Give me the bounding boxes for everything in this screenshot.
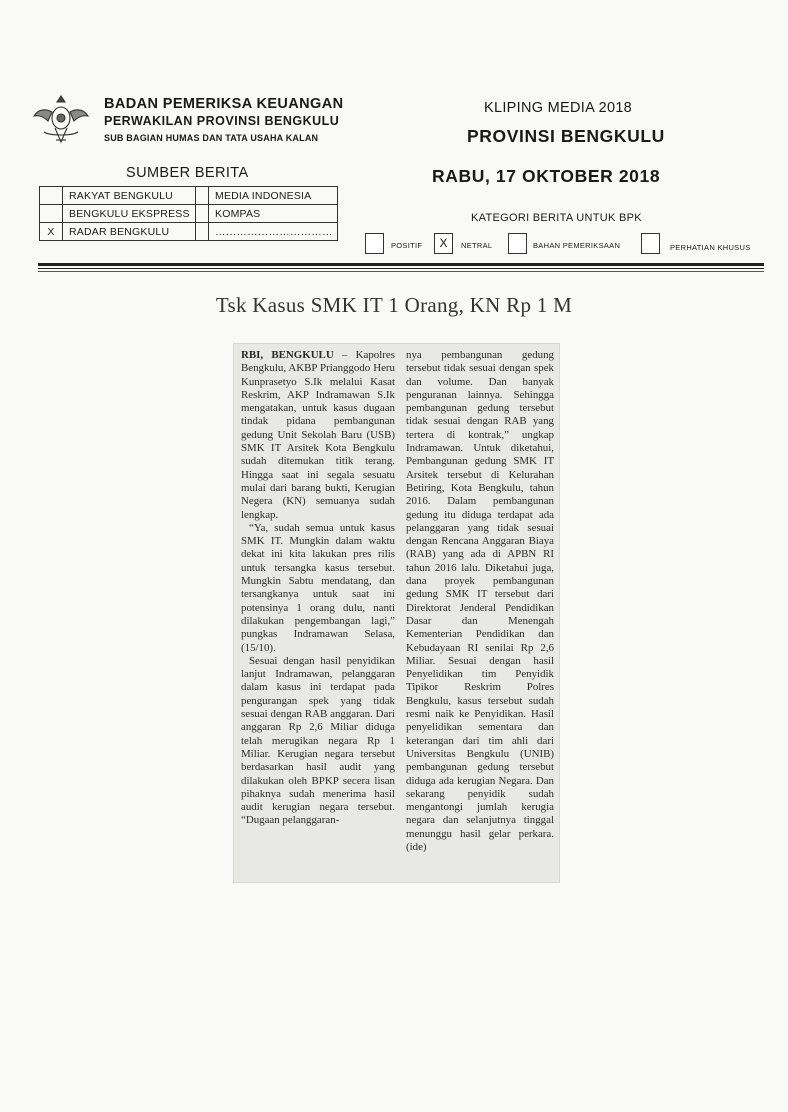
clipping-date: RABU, 17 OKTOBER 2018	[432, 166, 661, 186]
kategori-checkbox-positif	[365, 233, 384, 254]
kategori-label: POSITIF	[391, 241, 423, 250]
org-name: BADAN PEMERIKSA KEUANGAN	[104, 96, 344, 112]
article-paragraph: Sesuai dengan hasil penyidikan lanjut Indramawan, pelanggaran dalam kasus ini terdapat pada pengurangan spek yang tidak sesuai dengan RAB anggaran. Dari anggaran Rp 2,6 Miliar diduga telah merugikan negara Rp 1 Miliar. Kerugian negara tersebut berdasarkan hasil audit yang dilakukan oleh BPKP secera lisan pihaknya sudah menerima hasil audit kerugian negara tersebut. “Dugaan pelanggaran-	[241, 654, 395, 827]
source-mark	[40, 205, 63, 223]
article-paragraph: nya pembangunan gedung tersebut tidak sesuai dengan spek dan volume. Dan banyak penguranan lainnya. Sehingga pembangunan gedung tersebut tidak sesuai dengan RAB yang tertera di kontrak,” ungkap Indramawan. Untuk diketahui, Pembangunan gedung SMK IT Arsitek tersebut di Kelurahan Betiring, Kota Bengkulu, tahun 2016. Dalam pembangunan gedung itu diduga terdapat ada pelanggaran yang tidak sesuai dengan Rencana Anggaran Biaya (RAB) yang ada di APBN RI tahun 2016 lalu. Diketahui juga, dana proyek pembangunan gedung SMK IT tersebut dari Direktorat Jenderal Pendidikan Dasar dan Menengah Kementerian Pendidikan dan Kebudayaan RI senilai Rp 2,6 Miliar. Sesuai dengan hasil Penyelidikan tim Penyidik Tipikor Reskrim Polres Bengkulu, kasus tersebut sudah resmi naik ke Penyidikan. Hasil penyelidikan sementara dan keterangan dari tim ahli dari Universitas Bengkulu (UNIB) pembangunan gedung tersebut diduga ada kerugian Negara. Dan sekarang penyidik sudah mengantongi jumlah kerugia negara dan selanjutnya tinggal menunggu hasil gelar perkara.(ide)	[406, 349, 554, 853]
kategori-checkbox-netral: X	[434, 233, 453, 254]
kategori-checkbox-bahan	[508, 233, 527, 254]
source-name: RAKYAT BENGKULU	[63, 187, 196, 205]
article-column-left	[241, 349, 395, 828]
kategori-checkbox-perhatian	[641, 233, 660, 254]
news-clipping	[233, 343, 560, 883]
article-column-right	[406, 349, 554, 854]
source-name: RADAR BENGKULU	[63, 223, 196, 241]
org-unit: SUB BAGIAN HUMAS DAN TATA USAHA KALAN	[104, 133, 319, 143]
source-name: MEDIA INDONESIA	[209, 187, 338, 205]
source-name: ……………………………	[209, 223, 338, 241]
article-paragraph	[241, 349, 395, 522]
sources-table	[39, 186, 338, 241]
kategori-label: NETRAL	[461, 241, 493, 250]
article-text: – Kapolres Bengkulu, AKBP Prianggodo Heru Kunprasetyo S.Ik melalui Kasat Reskrim, AKP Indramawan S.Ik mengatakan, untuk kasus dugaan tindak pidana pembangunan gedung Unit Sekolah Baru (USB) SMK IT Arsitek Kota Bengkulu sudah ditemukan titik terang. Hingga saat ini segala sesuatu mulai dari barang bukti, Kerugian Negera (KN) semuanya sudah lengkap.	[241, 349, 395, 521]
divider	[38, 268, 764, 269]
source-name: BENGKULU EKSPRESS	[63, 205, 196, 223]
sources-title: SUMBER BERITA	[126, 165, 249, 181]
bpk-emblem-icon	[30, 88, 92, 150]
divider	[38, 271, 764, 272]
kategori-label: PERHATIAN KHUSUS	[670, 243, 751, 252]
source-mark	[40, 187, 63, 205]
table-row	[40, 187, 338, 205]
article-byline: RBI, BENGKULU	[241, 349, 334, 361]
article-paragraph: “Ya, sudah semua untuk kasus SMK IT. Mungkin dalam waktu dekat ini kita lakukan pres rilis untuk tersangka kasus tersebut. Mungkin Sabtu mendatang, dan tersangkanya untuk saat ini potensinya 1 orang dulu, nanti dilakukan pengembangan lagi,” pungkas Indramawan Selasa, (15/10).	[241, 521, 395, 654]
kategori-label: BAHAN PEMERIKSAAN	[533, 241, 621, 250]
province-title: PROVINSI BENGKULU	[467, 126, 665, 146]
table-row	[40, 205, 338, 223]
source-name: KOMPAS	[209, 205, 338, 223]
org-branch: PERWAKILAN PROVINSI BENGKULU	[104, 114, 340, 128]
source-mark: X	[40, 223, 63, 241]
article-headline: Tsk Kasus SMK IT 1 Orang, KN Rp 1 M	[215, 293, 573, 317]
kliping-label: KLIPING MEDIA 2018	[484, 100, 633, 116]
kategori-title: KATEGORI BERITA UNTUK BPK	[471, 212, 642, 224]
divider	[38, 263, 764, 266]
table-row	[40, 223, 338, 241]
